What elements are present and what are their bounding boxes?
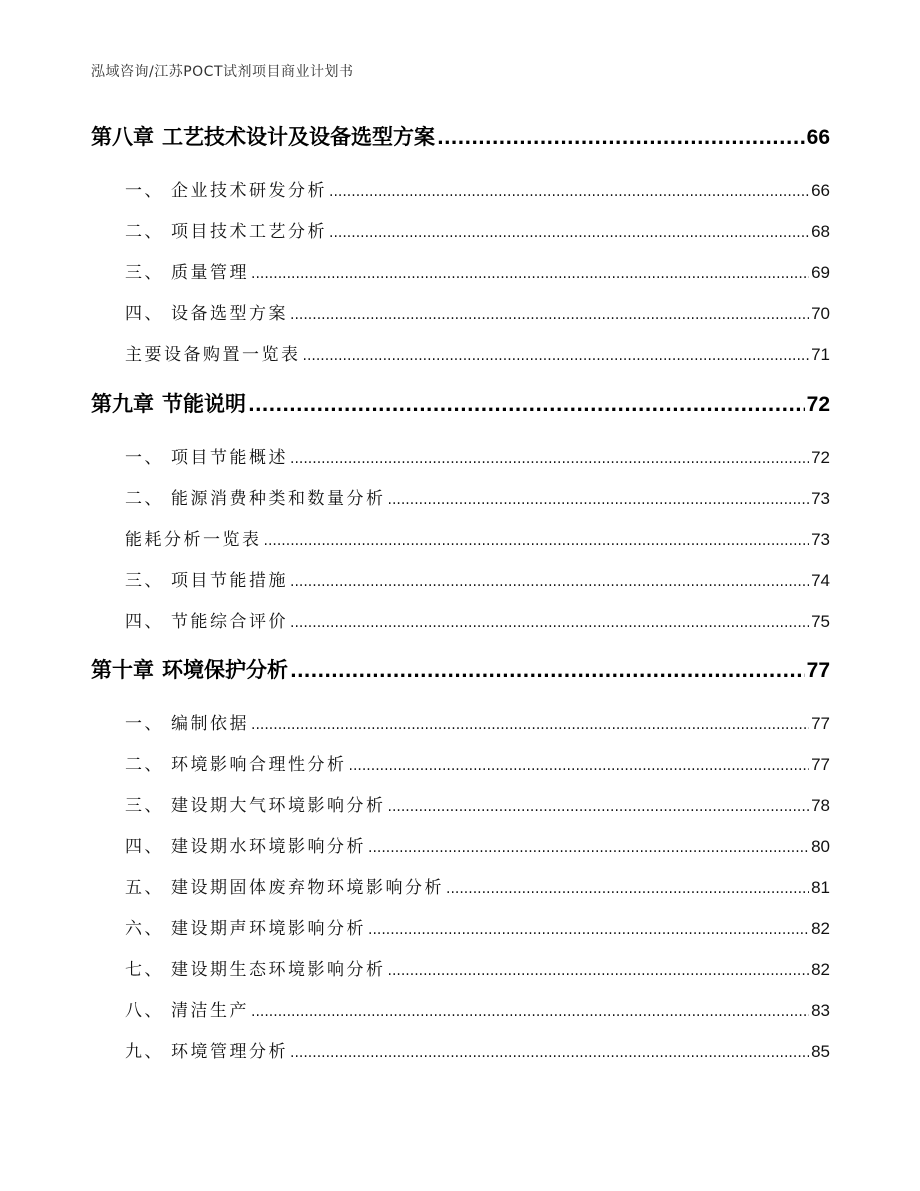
toc-number: 九、 [125,1042,164,1062]
toc-title: 项目技术工艺分析 [171,222,327,242]
toc-title: 编制依据 [171,714,249,734]
toc-entry[interactable] [125,1037,830,1063]
toc-leader [388,799,810,815]
toc-title: 环境管理分析 [171,1042,288,1062]
toc-title: 建设期大气环境影响分析 [171,796,386,816]
toc-leader [264,533,810,549]
toc-title: 能耗分析一览表 [125,530,262,550]
toc-leader [251,1004,809,1020]
toc-title: 工艺技术设计及设备选型方案 [162,125,435,149]
toc-page-number: 75 [811,612,830,631]
toc-number: 一、 [125,181,164,201]
toc-number: 三、 [125,263,164,283]
toc-entry[interactable] [125,258,830,284]
toc-number: 八、 [125,1001,164,1021]
toc-entry[interactable] [125,443,830,469]
toc-number: 二、 [125,489,164,509]
toc-leader [251,266,809,282]
toc-title: 环境保护分析 [162,658,288,682]
toc-entry[interactable] [125,299,830,325]
toc-number: 二、 [125,755,164,775]
toc-title: 建设期固体废弃物环境影响分析 [171,878,444,898]
toc-number: 三、 [125,571,164,591]
toc-leader [303,348,810,364]
toc-title: 设备选型方案 [171,304,288,324]
toc-page-number: 81 [811,878,830,897]
toc-entry[interactable] [125,176,830,202]
toc-entry[interactable] [125,525,830,551]
toc-number: 五、 [125,878,164,898]
toc-number: 第十章 [91,658,154,682]
toc-page-number: 70 [811,304,830,323]
toc-entry[interactable] [125,484,830,510]
toc-entry[interactable] [125,914,830,940]
toc-number: 第八章 [91,125,154,149]
toc-leader [446,881,809,897]
toc-entry[interactable] [125,217,830,243]
toc-title: 主要设备购置一览表 [125,345,301,365]
toc-entry[interactable] [125,832,830,858]
toc-leader [368,840,809,856]
toc-chapter-10[interactable] [91,654,830,684]
toc-leader [388,492,810,508]
toc-page-number: 71 [811,345,830,364]
toc-title: 能源消费种类和数量分析 [171,489,386,509]
toc-title: 项目节能概述 [171,448,288,468]
toc-entry[interactable] [125,791,830,817]
toc-leader [349,758,810,774]
toc-leader [329,184,809,200]
toc-entry[interactable] [125,340,830,366]
toc-entry[interactable] [125,955,830,981]
toc-number: 三、 [125,796,164,816]
toc-number: 一、 [125,448,164,468]
toc-number: 七、 [125,960,164,980]
toc-chapter-9[interactable] [91,388,830,418]
toc-entry[interactable] [125,607,830,633]
toc-page-number: 78 [811,796,830,815]
toc-page-number: 74 [811,571,830,590]
toc-title: 清洁生产 [171,1001,249,1021]
toc-page-number: 83 [811,1001,830,1020]
toc-leader [290,307,809,323]
toc-leader [290,615,809,631]
toc-leader [251,717,809,733]
toc-chapter-8[interactable] [91,121,830,151]
toc-number: 一、 [125,714,164,734]
toc-page-number: 77 [811,755,830,774]
toc-title: 环境影响合理性分析 [171,755,347,775]
toc-title: 项目节能措施 [171,571,288,591]
toc-entry[interactable] [125,873,830,899]
toc-page-number: 72 [806,393,830,416]
toc-title: 建设期水环境影响分析 [171,837,366,857]
toc-page-number: 73 [811,530,830,549]
toc-leader [437,128,805,149]
toc-leader [248,395,805,416]
toc-entry[interactable] [125,566,830,592]
toc-entry[interactable] [125,996,830,1022]
toc-title: 企业技术研发分析 [171,181,327,201]
toc-number: 四、 [125,837,164,857]
document-header: 泓域咨询/江苏POCT试剂项目商业计划书 [91,64,354,80]
toc-title: 节能说明 [162,392,246,416]
toc-page-number: 77 [811,714,830,733]
toc-title: 节能综合评价 [171,612,288,632]
toc-entry[interactable] [125,709,830,735]
toc-leader [290,661,805,682]
toc-page-number: 72 [811,448,830,467]
toc-page-number: 82 [811,919,830,938]
toc-entry[interactable] [125,750,830,776]
toc-leader [290,1045,809,1061]
toc-leader [329,225,809,241]
toc-leader [368,922,809,938]
toc-page-number: 80 [811,837,830,856]
toc-number: 四、 [125,304,164,324]
toc-page-number: 77 [806,659,830,682]
toc-title: 建设期生态环境影响分析 [171,960,386,980]
toc-page-number: 68 [811,222,830,241]
toc-title: 质量管理 [171,263,249,283]
toc-page-number: 82 [811,960,830,979]
toc-leader [290,574,809,590]
toc-number: 二、 [125,222,164,242]
toc-number: 第九章 [91,392,154,416]
toc-page-number: 66 [811,181,830,200]
toc-leader [388,963,810,979]
toc-page-number: 69 [811,263,830,282]
toc-leader [290,451,809,467]
toc-page-number: 73 [811,489,830,508]
toc-number: 六、 [125,919,164,939]
toc-title: 建设期声环境影响分析 [171,919,366,939]
toc-number: 四、 [125,612,164,632]
toc-page-number: 66 [806,126,830,149]
toc-page-number: 85 [811,1042,830,1061]
